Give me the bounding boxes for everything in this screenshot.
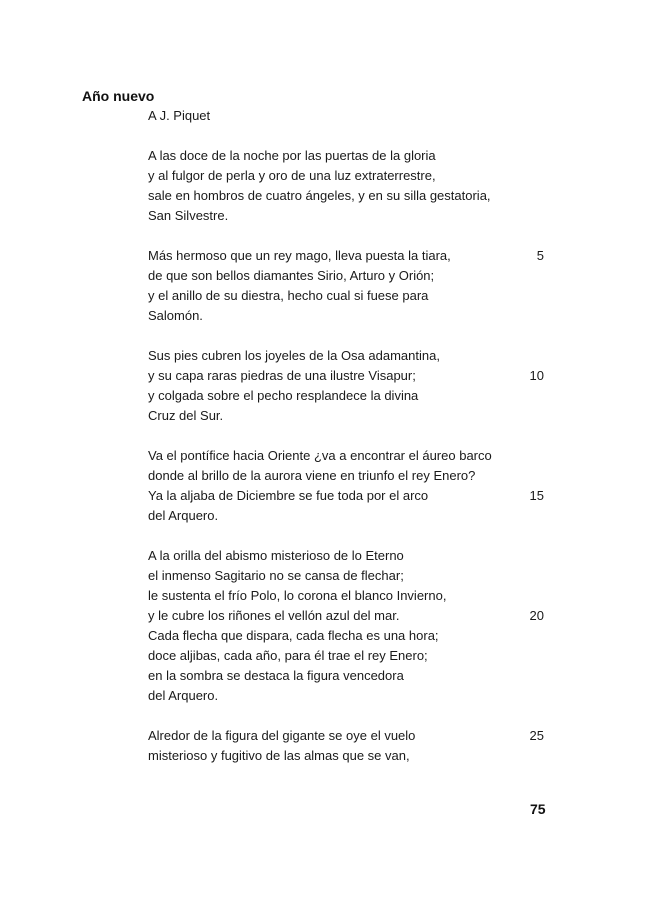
stanza-gap [148, 426, 548, 446]
verse-line [148, 446, 548, 466]
stanza-gap [148, 226, 548, 246]
verse-line [148, 386, 548, 406]
verse-text: Salomón. [148, 308, 203, 323]
verse-line [148, 606, 548, 626]
verse-line [148, 486, 548, 506]
verse-line [148, 366, 548, 386]
verse-line [148, 246, 548, 266]
line-number: 10 [529, 368, 544, 383]
verse-text: le sustenta el frío Polo, lo corona el blanco Invierno, [148, 588, 447, 603]
verse-text: A las doce de la noche por las puertas de la gloria [148, 148, 436, 163]
verse-line [148, 506, 548, 526]
verse-line [148, 206, 548, 226]
verse-line [148, 566, 548, 586]
verse-text: Va el pontífice hacia Oriente ¿va a encontrar el áureo barco [148, 448, 492, 463]
verse-text: Más hermoso que un rey mago, lleva puesta la tiara, [148, 248, 451, 263]
verse-line [148, 146, 548, 166]
verse-text: y colgada sobre el pecho resplandece la divina [148, 388, 419, 403]
verse-text: de que son bellos diamantes Sirio, Arturo y Orión; [148, 268, 435, 283]
stanza-gap [148, 326, 548, 346]
verse-line [148, 546, 548, 566]
stanza-gap [148, 126, 548, 146]
verse-text: Cruz del Sur. [148, 408, 224, 423]
verse-text: San Silvestre. [148, 208, 229, 223]
verse-text: Cada flecha que dispara, cada flecha es una hora; [148, 628, 439, 643]
verse-line [148, 406, 548, 426]
poem-title: Año nuevo [82, 88, 155, 104]
verse-text: Alredor de la figura del gigante se oye el vuelo [148, 728, 416, 743]
verse-text: y su capa raras piedras de una ilustre Visapur; [148, 368, 416, 383]
verse-text: del Arquero. [148, 688, 219, 703]
verse-text: sale en hombros de cuatro ángeles, y en su silla gestatoria, [148, 188, 491, 203]
verse-line [148, 646, 548, 666]
poem-body [148, 106, 548, 766]
line-number: 15 [529, 488, 544, 503]
dedication: A J. Piquet [148, 108, 211, 123]
verse-line [148, 726, 548, 746]
verse-line [148, 626, 548, 646]
verse-line [148, 306, 548, 326]
verse-text: misterioso y fugitivo de las almas que se van, [148, 748, 410, 763]
verse-line [148, 166, 548, 186]
verse-line [148, 466, 548, 486]
verse-text: Ya la aljaba de Diciembre se fue toda por el arco [148, 488, 429, 503]
verse-text: Sus pies cubren los joyeles de la Osa adamantina, [148, 348, 440, 363]
line-number: 25 [529, 728, 544, 743]
verse-text: en la sombra se destaca la figura vencedora [148, 668, 404, 683]
stanza-gap [148, 706, 548, 726]
verse-line [148, 266, 548, 286]
verse-line [148, 186, 548, 206]
verse-text: donde al brillo de la aurora viene en triunfo el rey Enero? [148, 468, 476, 483]
verse-line [148, 586, 548, 606]
verse-text: y al fulgor de perla y oro de una luz extraterrestre, [148, 168, 436, 183]
line-number: 5 [536, 248, 544, 263]
verse-text: A la orilla del abismo misterioso de lo Eterno [148, 548, 404, 563]
verse-line [148, 666, 548, 686]
verse-line [148, 346, 548, 366]
verse-line [148, 286, 548, 306]
verse-text: y le cubre los riñones el vellón azul del mar. [148, 608, 400, 623]
verse-text: del Arquero. [148, 508, 219, 523]
stanza-gap [148, 526, 548, 546]
verse-line [148, 746, 548, 766]
line-number: 20 [529, 608, 544, 623]
verse-text: el inmenso Sagitario no se cansa de flechar; [148, 568, 404, 583]
verse-text: y el anillo de su diestra, hecho cual si fuese para [148, 288, 429, 303]
verse-line [148, 686, 548, 706]
verse-text: doce aljibas, cada año, para él trae el rey Enero; [148, 648, 428, 663]
page-number: 75 [530, 801, 546, 817]
